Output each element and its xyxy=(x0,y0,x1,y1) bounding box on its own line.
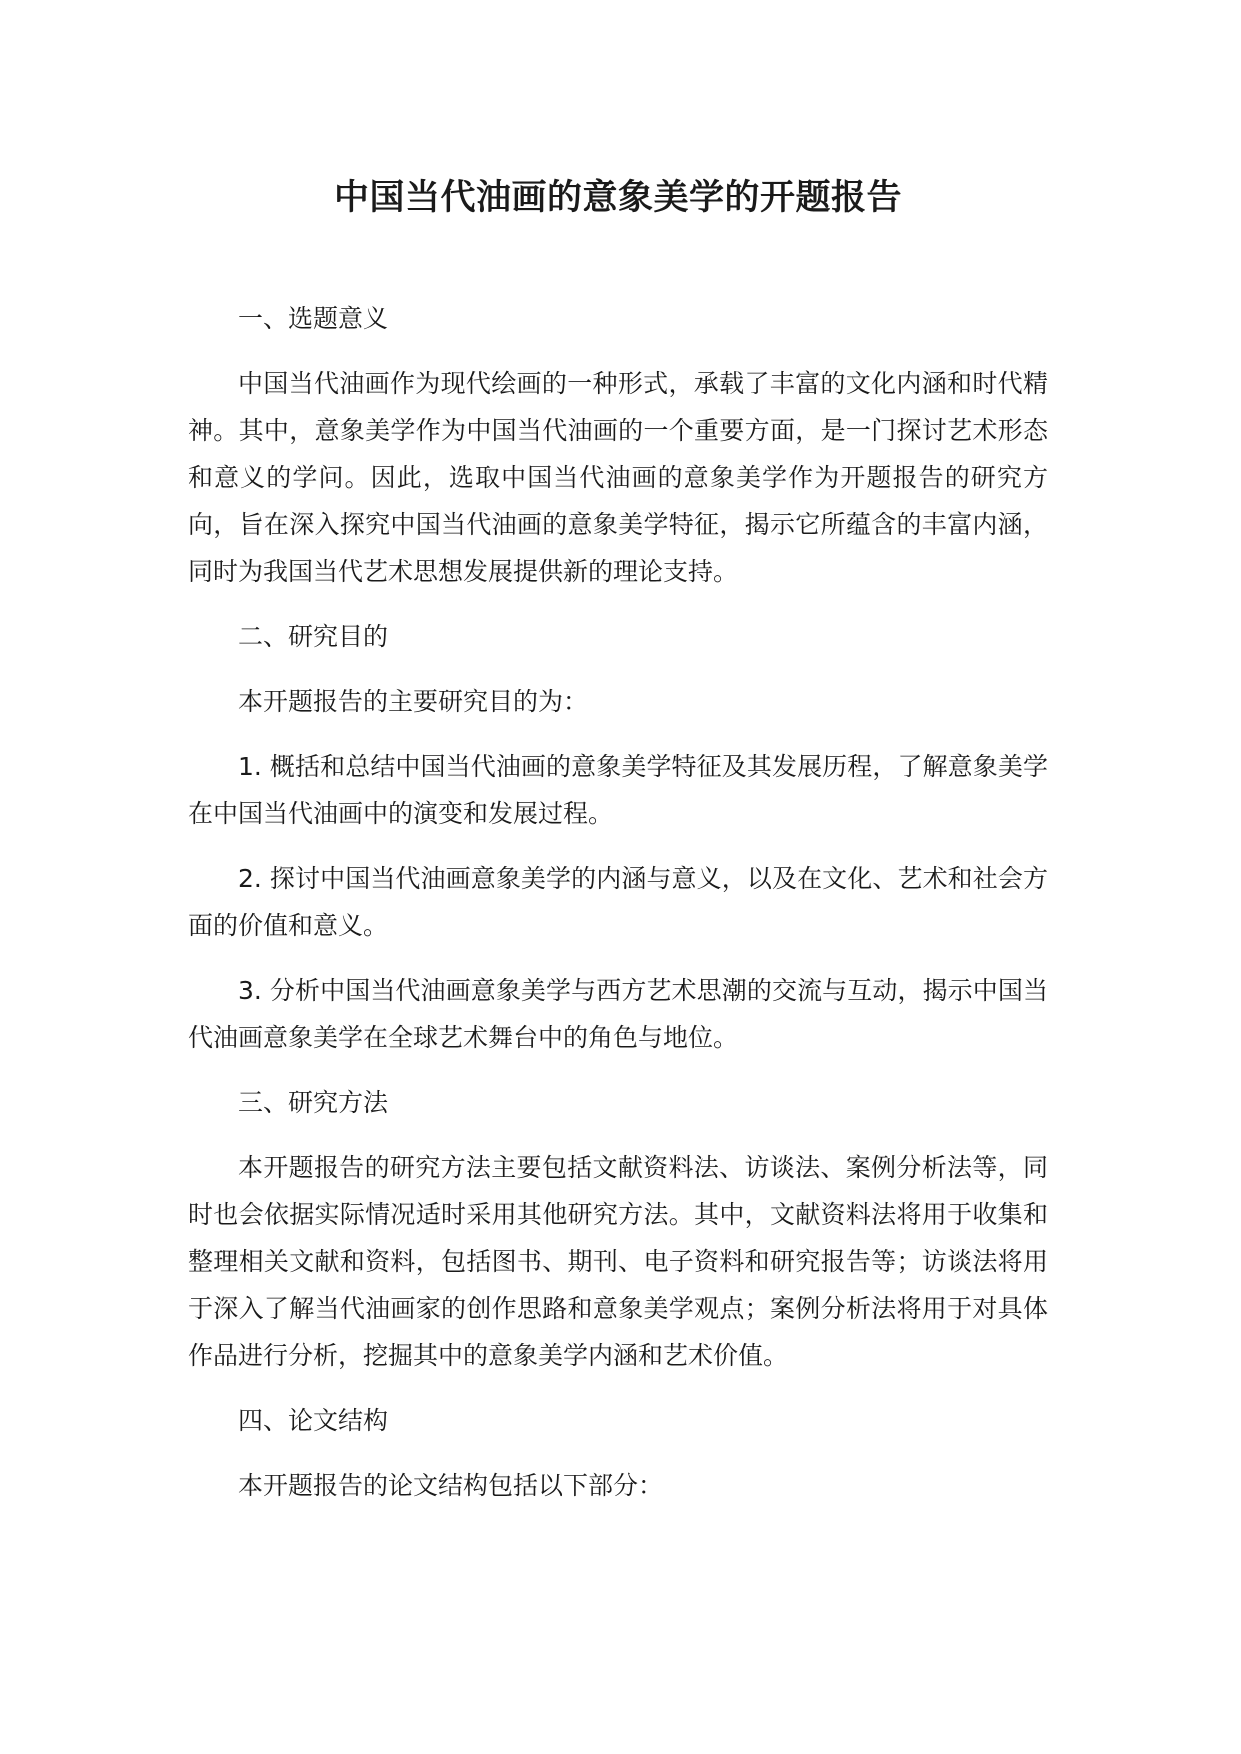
list-item-purpose-3: 3. 分析中国当代油画意象美学与西方艺术思潮的交流与互动，揭示中国当代油画意象美学在全球艺术舞台中的角色与地位。 xyxy=(188,976,1048,1052)
list-item-purpose-1: 1. 概括和总结中国当代油画的意象美学特征及其发展历程，了解意象美学在中国当代油画中的演变和发展过程。 xyxy=(188,752,1048,828)
paragraph-structure-intro: 本开题报告的论文结构包括以下部分： xyxy=(238,1471,664,1500)
section-heading-methods: 三、研究方法 xyxy=(238,1088,389,1117)
paragraph-methods: 本开题报告的研究方法主要包括文献资料法、访谈法、案例分析法等，同时也会依据实际情况适时采用其他研究方法。其中，文献资料法将用于收集和整理相关文献和资料，包括图书、期刊、电子资料和研究报告等；访谈法将用于深入了解当代油画家的创作思路和意象美学观点；案例分析法将用于对具体作品进行分析，挖掘其中的意象美学内涵和艺术价值。 xyxy=(188,1153,1048,1370)
section-heading-structure: 四、论文结构 xyxy=(238,1406,389,1435)
paragraph-significance: 中国当代油画作为现代绘画的一种形式，承载了丰富的文化内涵和时代精神。其中，意象美学作为中国当代油画的一个重要方面，是一门探讨艺术形态和意义的学问。因此，选取中国当代油画的意象美学作为开题报告的研究方向，旨在深入探究中国当代油画的意象美学特征，揭示它所蕴含的丰富内涵，同时为我国当代艺术思想发展提供新的理论支持。 xyxy=(188,369,1048,586)
document-body xyxy=(188,295,1048,1527)
list-item-purpose-2: 2. 探讨中国当代油画意象美学的内涵与意义，以及在文化、艺术和社会方面的价值和意义。 xyxy=(188,864,1048,940)
document-title: 中国当代油画的意象美学的开题报告 xyxy=(333,178,902,218)
section-heading-significance: 一、选题意义 xyxy=(238,304,389,333)
section-heading-purpose: 二、研究目的 xyxy=(238,622,389,651)
paragraph-purpose-intro: 本开题报告的主要研究目的为： xyxy=(238,687,589,716)
